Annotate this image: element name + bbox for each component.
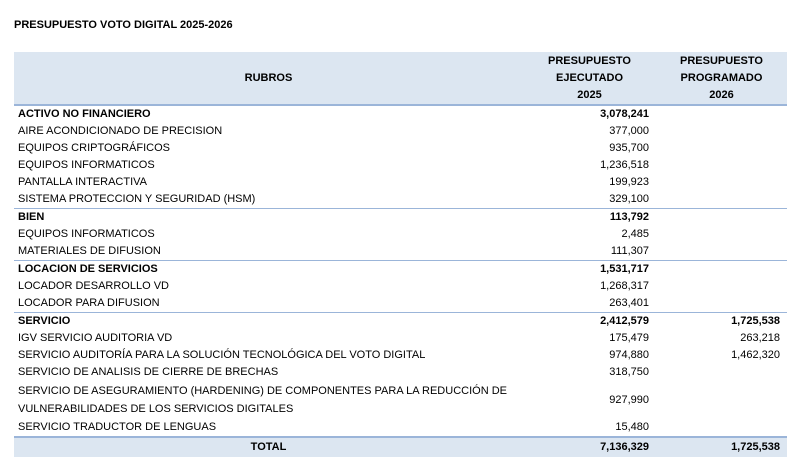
row-name: SERVICIO DE ASEGURAMIENTO (HARDENING) DE COMPONENTES PARA LA REDUCCIÓN DE VULNERABILIDADES DE LOS SERVICIOS DIGITALES xyxy=(18,385,507,415)
row-name: PANTALLA INTERACTIVA xyxy=(18,176,147,188)
budget-table xyxy=(14,52,787,457)
row-name: SERVICIO xyxy=(18,315,71,327)
table-row xyxy=(14,347,787,364)
row-executed: 974,880 xyxy=(609,349,649,361)
table-row xyxy=(14,330,787,347)
table-header-row xyxy=(14,52,787,105)
header-programmed-line1: PRESUPUESTO xyxy=(680,54,763,67)
row-name: AIRE ACONDICIONADO DE PRECISION xyxy=(18,125,223,137)
row-name: LOCACION DE SERVICIOS xyxy=(18,263,158,275)
header-rubros: RUBROS xyxy=(14,52,523,105)
row-programmed xyxy=(656,123,787,140)
row-executed: 263,401 xyxy=(609,297,649,309)
header-programmed-line2: PROGRAMADO xyxy=(680,71,763,84)
row-programmed xyxy=(656,243,787,261)
total-programmed: 1,725,538 xyxy=(656,437,787,457)
row-executed: 927,990 xyxy=(609,393,649,406)
table-row xyxy=(14,243,787,261)
header-programmed-line3: 2026 xyxy=(709,88,734,101)
row-programmed xyxy=(656,278,787,295)
row-executed: 199,923 xyxy=(609,176,649,188)
table-row-category xyxy=(14,313,787,331)
table-row xyxy=(14,278,787,295)
table-row xyxy=(14,226,787,243)
row-name: IGV SERVICIO AUDITORIA VD xyxy=(18,332,173,344)
row-executed: 377,000 xyxy=(609,125,649,137)
header-programmed-2026 xyxy=(656,52,787,105)
row-programmed xyxy=(656,105,787,123)
row-name: SERVICIO TRADUCTOR DE LENGUAS xyxy=(18,421,217,433)
row-executed: 3,078,241 xyxy=(600,108,649,120)
row-name: ACTIVO NO FINANCIERO xyxy=(18,108,151,120)
row-name: LOCADOR DESARROLLO VD xyxy=(18,280,169,292)
row-executed: 935,700 xyxy=(609,142,649,154)
page-title: PRESUPUESTO VOTO DIGITAL 2025-2026 xyxy=(14,19,233,31)
row-programmed: 263,218 xyxy=(740,332,780,344)
row-name: SISTEMA PROTECCION Y SEGURIDAD (HSM) xyxy=(18,193,256,205)
table-row xyxy=(14,157,787,174)
table-row xyxy=(14,381,787,419)
row-programmed xyxy=(656,174,787,191)
row-programmed xyxy=(656,364,787,381)
row-executed: 318,750 xyxy=(609,366,649,378)
table-row xyxy=(14,123,787,140)
table-row xyxy=(14,364,787,381)
table-row-total xyxy=(14,437,787,457)
row-name: EQUIPOS CRIPTOGRÁFICOS xyxy=(18,142,170,154)
row-name: LOCADOR PARA DIFUSION xyxy=(18,297,160,309)
row-executed: 111,307 xyxy=(610,245,649,257)
header-executed-2025 xyxy=(523,52,656,105)
row-executed: 329,100 xyxy=(609,193,649,205)
table-row xyxy=(14,174,787,191)
row-executed: 2,412,579 xyxy=(600,315,649,327)
row-executed: 113,792 xyxy=(609,211,649,223)
row-programmed xyxy=(656,209,787,227)
table-row-category xyxy=(14,261,787,279)
row-programmed xyxy=(656,381,787,419)
row-programmed: 1,725,538 xyxy=(731,315,780,327)
header-executed-line2: EJECUTADO xyxy=(555,71,624,84)
row-name: MATERIALES DE DIFUSION xyxy=(18,245,161,257)
row-executed: 1,531,717 xyxy=(600,263,649,275)
row-executed: 1,268,317 xyxy=(600,280,649,292)
row-name: SERVICIO DE ANALISIS DE CIERRE DE BRECHAS xyxy=(18,366,279,378)
row-executed: 15,480 xyxy=(615,421,649,433)
row-programmed: 1,462,320 xyxy=(731,349,780,361)
row-programmed xyxy=(656,157,787,174)
row-executed: 1,236,518 xyxy=(600,159,649,171)
row-executed: 175,479 xyxy=(609,332,649,344)
header-executed-line3: 2025 xyxy=(577,88,602,101)
row-programmed xyxy=(656,419,787,437)
table-row-category xyxy=(14,105,787,123)
row-programmed xyxy=(656,191,787,209)
table-row-category xyxy=(14,209,787,227)
table-row xyxy=(14,295,787,313)
row-name: SERVICIO AUDITORÍA PARA LA SOLUCIÓN TECNOLÓGICA DEL VOTO DIGITAL xyxy=(18,349,426,361)
row-executed: 2,485 xyxy=(621,228,649,240)
row-programmed xyxy=(656,226,787,243)
row-programmed xyxy=(656,261,787,279)
table-row xyxy=(14,419,787,437)
table-row xyxy=(14,140,787,157)
row-programmed xyxy=(656,140,787,157)
total-executed: 7,136,329 xyxy=(523,437,656,457)
header-executed-line1: PRESUPUESTO xyxy=(548,54,631,67)
row-name: BIEN xyxy=(18,211,45,223)
row-programmed xyxy=(656,295,787,313)
row-name: EQUIPOS INFORMATICOS xyxy=(18,159,155,171)
total-label: TOTAL xyxy=(14,437,523,457)
table-row xyxy=(14,191,787,209)
row-name: EQUIPOS INFORMATICOS xyxy=(18,228,155,240)
